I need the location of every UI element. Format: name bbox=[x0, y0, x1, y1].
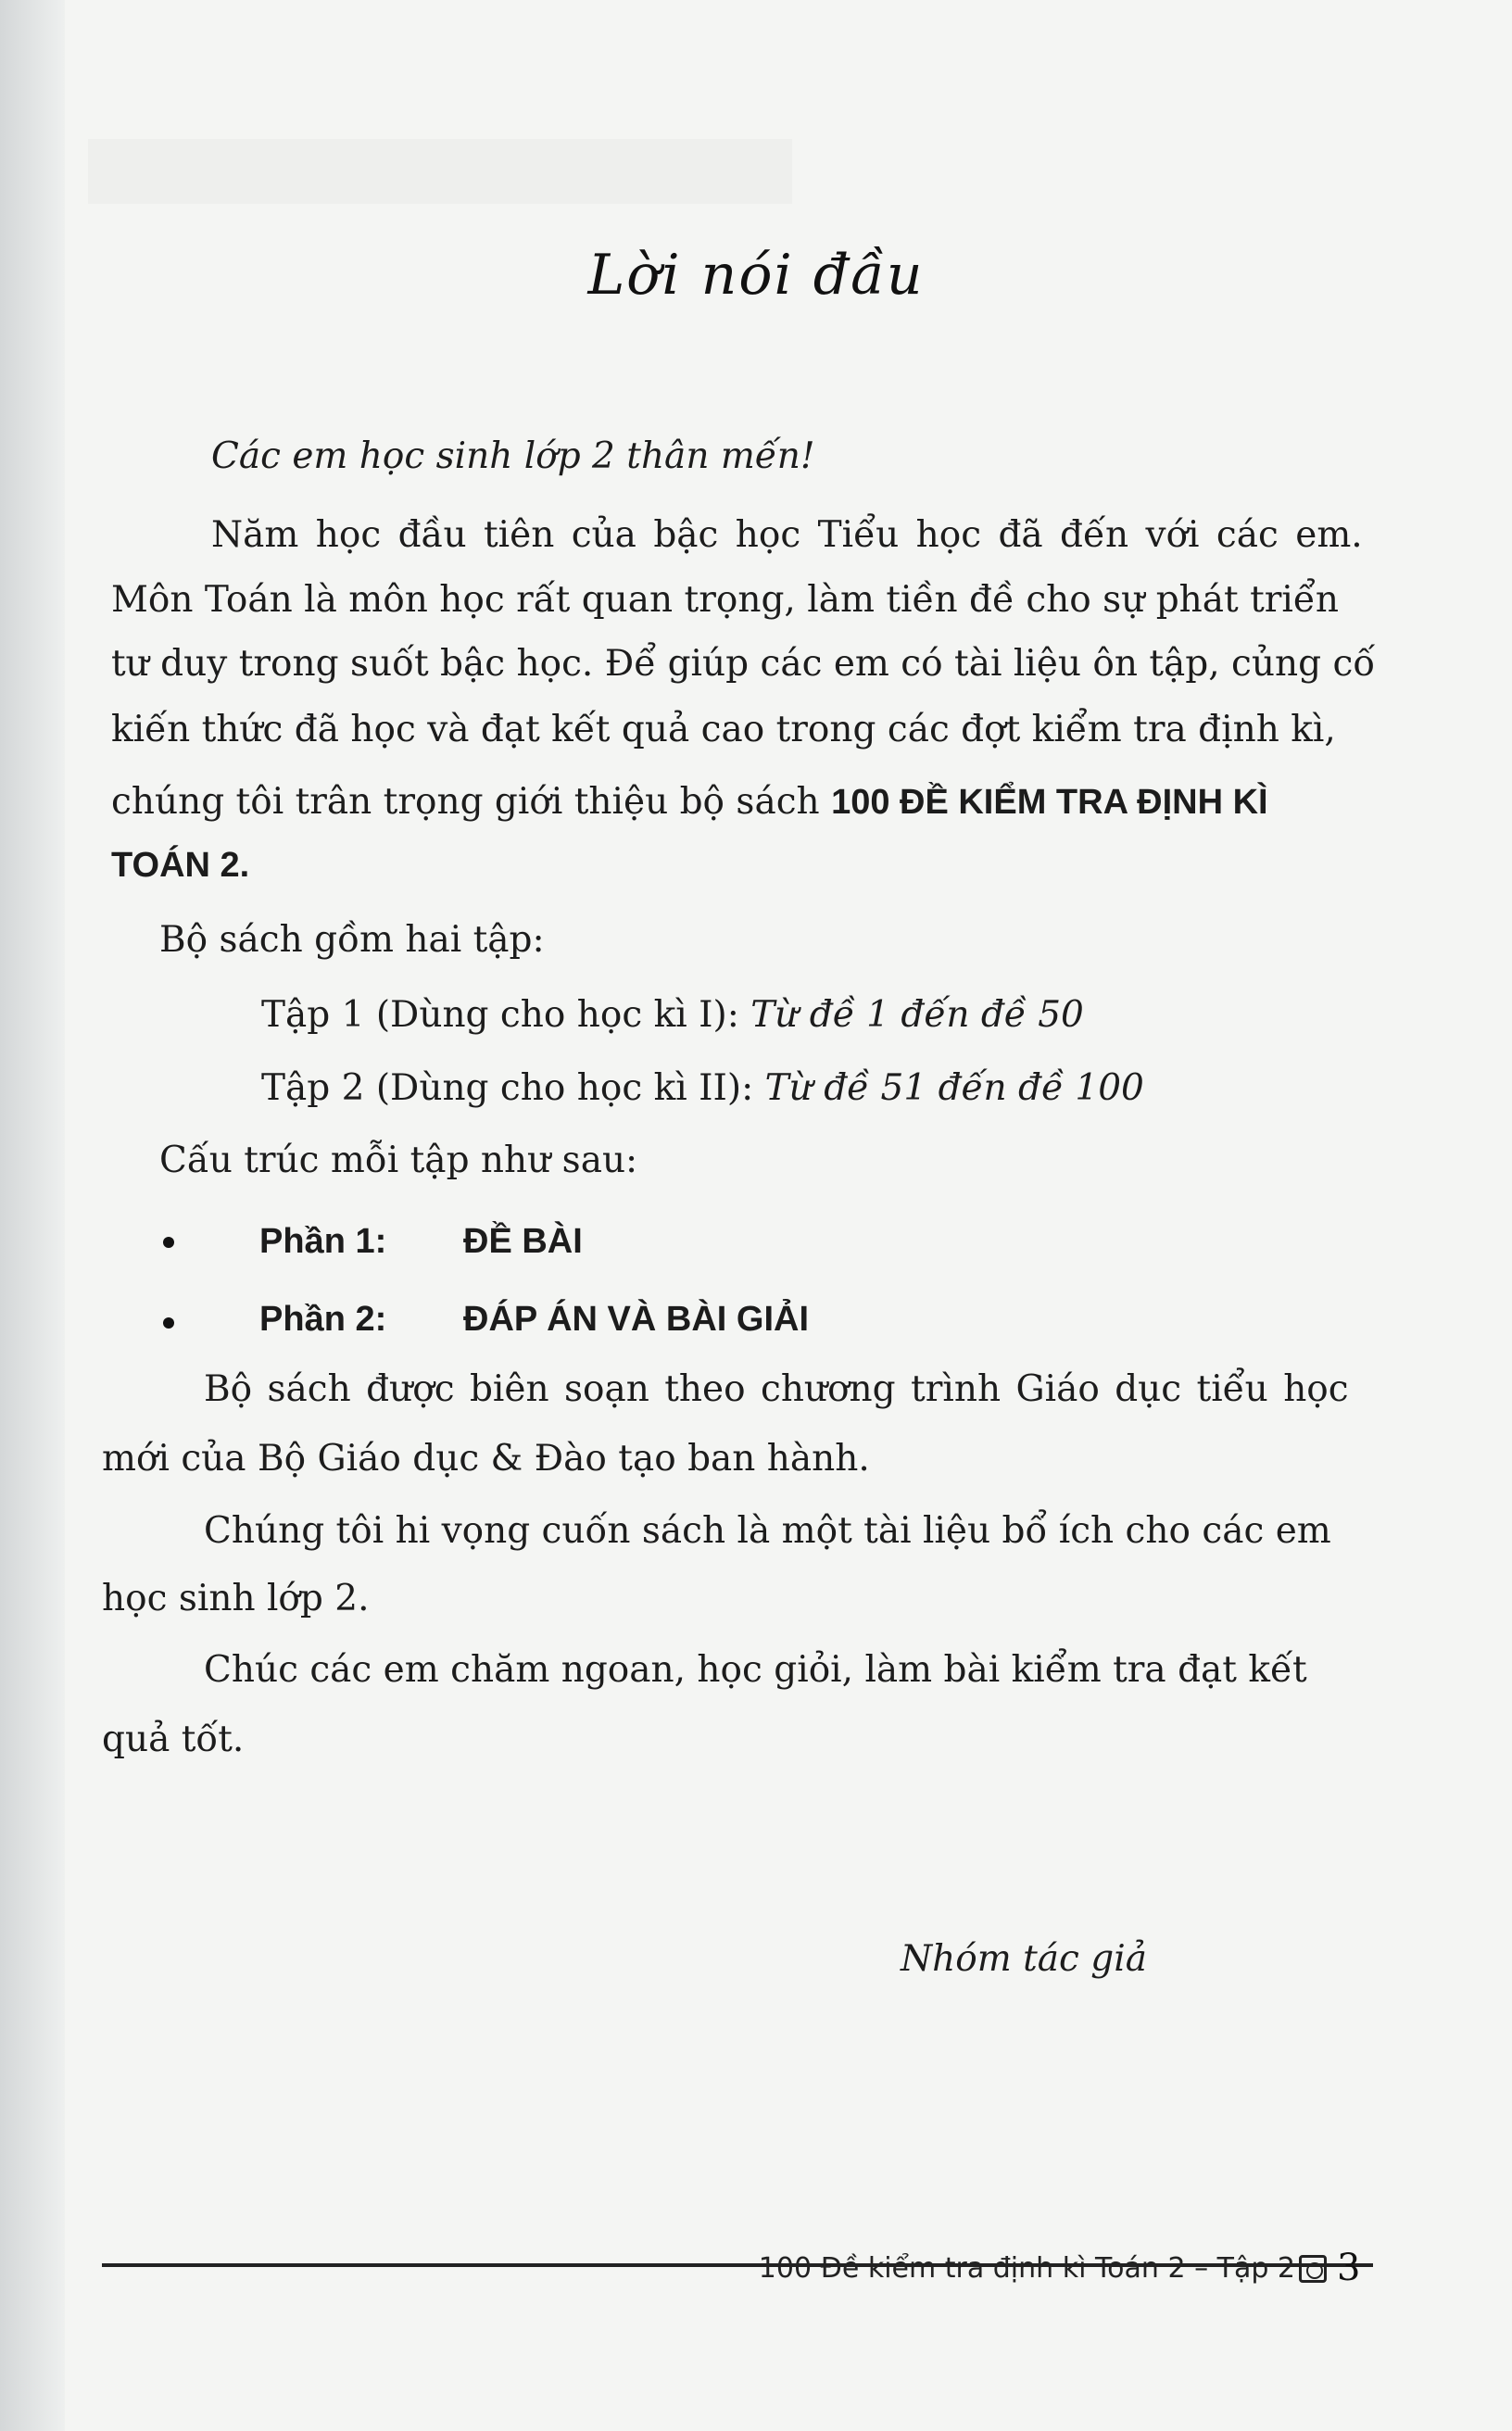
bullet-icon bbox=[163, 1317, 174, 1329]
volume-1-range: Từ đề 1 đến đề 50 bbox=[750, 994, 1084, 1036]
volume-2-range: Từ đề 51 đến đề 100 bbox=[764, 1067, 1144, 1109]
book-title-bold: 100 ĐỀ KIỂM TRA ĐỊNH KÌ bbox=[831, 783, 1268, 822]
volume-1-label: Tập 1 (Dùng cho học kì I): bbox=[261, 994, 751, 1036]
part1-value: ĐỀ BÀI bbox=[463, 1222, 583, 1261]
para3-line1: Chúng tôi hi vọng cuốn sách là một tài liệu bổ ích cho các em bbox=[204, 1510, 1331, 1552]
volume-1 bbox=[261, 994, 1084, 1038]
volume-2 bbox=[261, 1067, 1144, 1111]
book-title-bold-cont: TOÁN 2. bbox=[111, 846, 250, 885]
structure-intro: Cấu trúc mỗi tập như sau: bbox=[159, 1140, 638, 1181]
greeting: Các em học sinh lớp 2 thân mến! bbox=[211, 435, 815, 477]
volume-2-label: Tập 2 (Dùng cho học kì II): bbox=[261, 1067, 765, 1109]
para1-line1: Năm học đầu tiên của bậc học Tiểu học đã đến với các em. bbox=[211, 514, 1363, 556]
page-title: Lời nói đầu bbox=[587, 243, 925, 308]
volumes-intro: Bộ sách gồm hai tập: bbox=[159, 919, 545, 961]
para1-line2: Môn Toán là môn học rất quan trọng, làm tiền đề cho sự phát triển bbox=[111, 579, 1340, 621]
page-spine-shadow bbox=[0, 0, 65, 2431]
para2-line1: Bộ sách được biên soạn theo chương trình Giáo dục tiểu học bbox=[204, 1368, 1349, 1410]
para1-line5-text: chúng tôi trân trọng giới thiệu bộ sách bbox=[111, 781, 832, 823]
bleed-through-shadow bbox=[88, 139, 792, 204]
para1-line5 bbox=[111, 781, 1268, 825]
para1-line3: tư duy trong suốt bậc học. Để giúp các em có tài liệu ôn tập, củng cố bbox=[111, 643, 1376, 685]
bullet-icon bbox=[163, 1237, 174, 1248]
footer-book-title: 100 Đề kiểm tra định kì Toán 2 – Tập 2 bbox=[758, 2252, 1295, 2285]
signature: Nhóm tác giả bbox=[901, 1938, 1147, 1980]
book-logo-icon bbox=[1299, 2255, 1327, 2283]
part2-value: ĐÁP ÁN VÀ BÀI GIẢI bbox=[463, 1300, 810, 1339]
part1-label: Phần 1: bbox=[259, 1222, 387, 1261]
para4-line2: quả tốt. bbox=[102, 1719, 245, 1760]
part2-label: Phần 2: bbox=[259, 1300, 387, 1339]
para4-line1: Chúc các em chăm ngoan, học giỏi, làm bài kiểm tra đạt kết bbox=[204, 1649, 1307, 1691]
para3-line2: học sinh lớp 2. bbox=[102, 1578, 370, 1619]
para2-line2: mới của Bộ Giáo dục & Đào tạo ban hành. bbox=[102, 1438, 870, 1480]
para1-line4: kiến thức đã học và đạt kết quả cao trong các đợt kiểm tra định kì, bbox=[111, 709, 1336, 750]
page-number: 3 bbox=[1337, 2247, 1361, 2289]
